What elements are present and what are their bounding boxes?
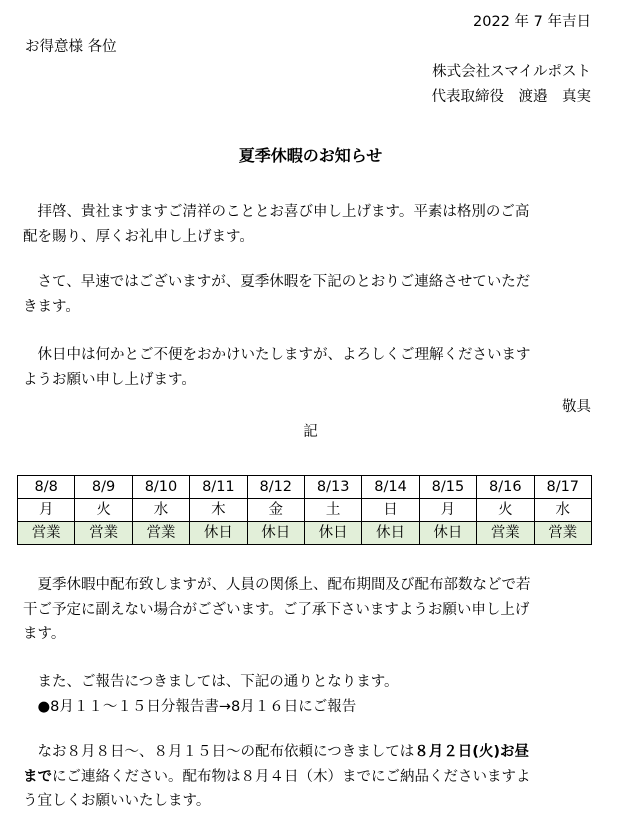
paragraph-line: 干ご予定に副えない場合がございます。ご了承下さいますようお願い申し上げ: [23, 601, 530, 618]
holiday-schedule-table: [17, 475, 592, 545]
paragraph-greeting: [23, 200, 595, 249]
date-cell: 8/10: [132, 476, 189, 499]
weekday-cell: 日: [362, 499, 419, 522]
paragraph-apology: [23, 343, 595, 392]
paragraph-line: う宜しくお願いいたします。: [23, 793, 211, 809]
closing-keigu: 敬具: [562, 399, 591, 415]
date-cell: 8/17: [534, 476, 591, 499]
paragraph-line: 休日中は何かとご不便をおかけいたしますが、よろしくご理解くださいます: [23, 347, 531, 363]
paragraph-distribution-note: [23, 573, 595, 647]
status-cell: 営業: [534, 522, 591, 545]
weekday-cell: 土: [304, 499, 361, 522]
status-cell: 休日: [362, 522, 419, 545]
date-cell: 8/12: [247, 476, 304, 499]
ki-marker: 記: [303, 424, 318, 440]
weekday-cell: 水: [132, 499, 189, 522]
addressee: お得意様 各位: [25, 39, 117, 55]
paragraph-deadline: [23, 740, 595, 814]
sender-representative: 代表取締役 渡邉 真実: [431, 89, 591, 105]
weekday-cell: 水: [534, 499, 591, 522]
status-cell: 休日: [419, 522, 476, 545]
paragraph-line: さて、早速ではございますが、夏季休暇を下記のとおりご連絡させていただ: [23, 274, 531, 290]
paragraph-report: [23, 670, 595, 719]
letter-title: 夏季休暇のお知らせ: [238, 146, 383, 165]
status-cell: 休日: [247, 522, 304, 545]
weekday-cell: 月: [18, 499, 75, 522]
date-cell: 8/11: [190, 476, 247, 499]
paragraph-line: また、ご報告につきましては、下記の通りとなります。: [23, 674, 399, 690]
date-cell: 8/14: [362, 476, 419, 499]
status-cell: 営業: [477, 522, 534, 545]
status-cell: 営業: [18, 522, 75, 545]
date-cell: 8/9: [75, 476, 132, 499]
paragraph-line: 夏季休暇中配布致しますが、人員の関係上、配布期間及び配布部数などで若: [23, 577, 531, 593]
status-row: [18, 522, 592, 545]
status-cell: 休日: [190, 522, 247, 545]
paragraph-line: ようお願い申し上げます。: [23, 371, 196, 388]
weekday-cell: 火: [75, 499, 132, 522]
date-cell: 8/15: [419, 476, 476, 499]
weekday-row: [18, 499, 592, 522]
paragraph-line: [23, 765, 595, 790]
weekday-cell: 月: [419, 499, 476, 522]
paragraph-line: 配を賜り、厚くお礼申し上げます。: [23, 228, 254, 245]
weekday-cell: 木: [190, 499, 247, 522]
paragraph-notice: [23, 270, 595, 319]
weekday-cell: 金: [247, 499, 304, 522]
letter-date: 2022 年 7 年吉日: [473, 14, 591, 30]
paragraph-line: きます。: [23, 298, 80, 315]
weekday-cell: 火: [477, 499, 534, 522]
status-cell: 営業: [132, 522, 189, 545]
paragraph-line: 拝啓、貴社ますますご清祥のこととお喜び申し上げます。平素は格別のご高: [23, 204, 530, 220]
deadline-bold: ８月２日(火)お昼: [414, 744, 529, 760]
deadline-text: にご連絡ください。配布物は８月４日（木）までにご納品くださいますよ: [52, 768, 531, 785]
date-cell: 8/8: [18, 476, 75, 499]
date-row: [18, 476, 592, 499]
deadline-text: なお８月８日～、８月１５日～の配布依頼につきましては: [23, 744, 415, 760]
status-cell: 営業: [75, 522, 132, 545]
sender-company: 株式会社スマイルポスト: [432, 64, 591, 80]
date-cell: 8/16: [477, 476, 534, 499]
deadline-bold: まで: [23, 768, 52, 785]
status-cell: 休日: [304, 522, 361, 545]
paragraph-line: [23, 740, 595, 765]
paragraph-line: ます。: [23, 626, 66, 642]
date-cell: 8/13: [304, 476, 361, 499]
paragraph-line: ●8月１１～１５日分報告書→8月１６日にご報告: [23, 698, 357, 715]
